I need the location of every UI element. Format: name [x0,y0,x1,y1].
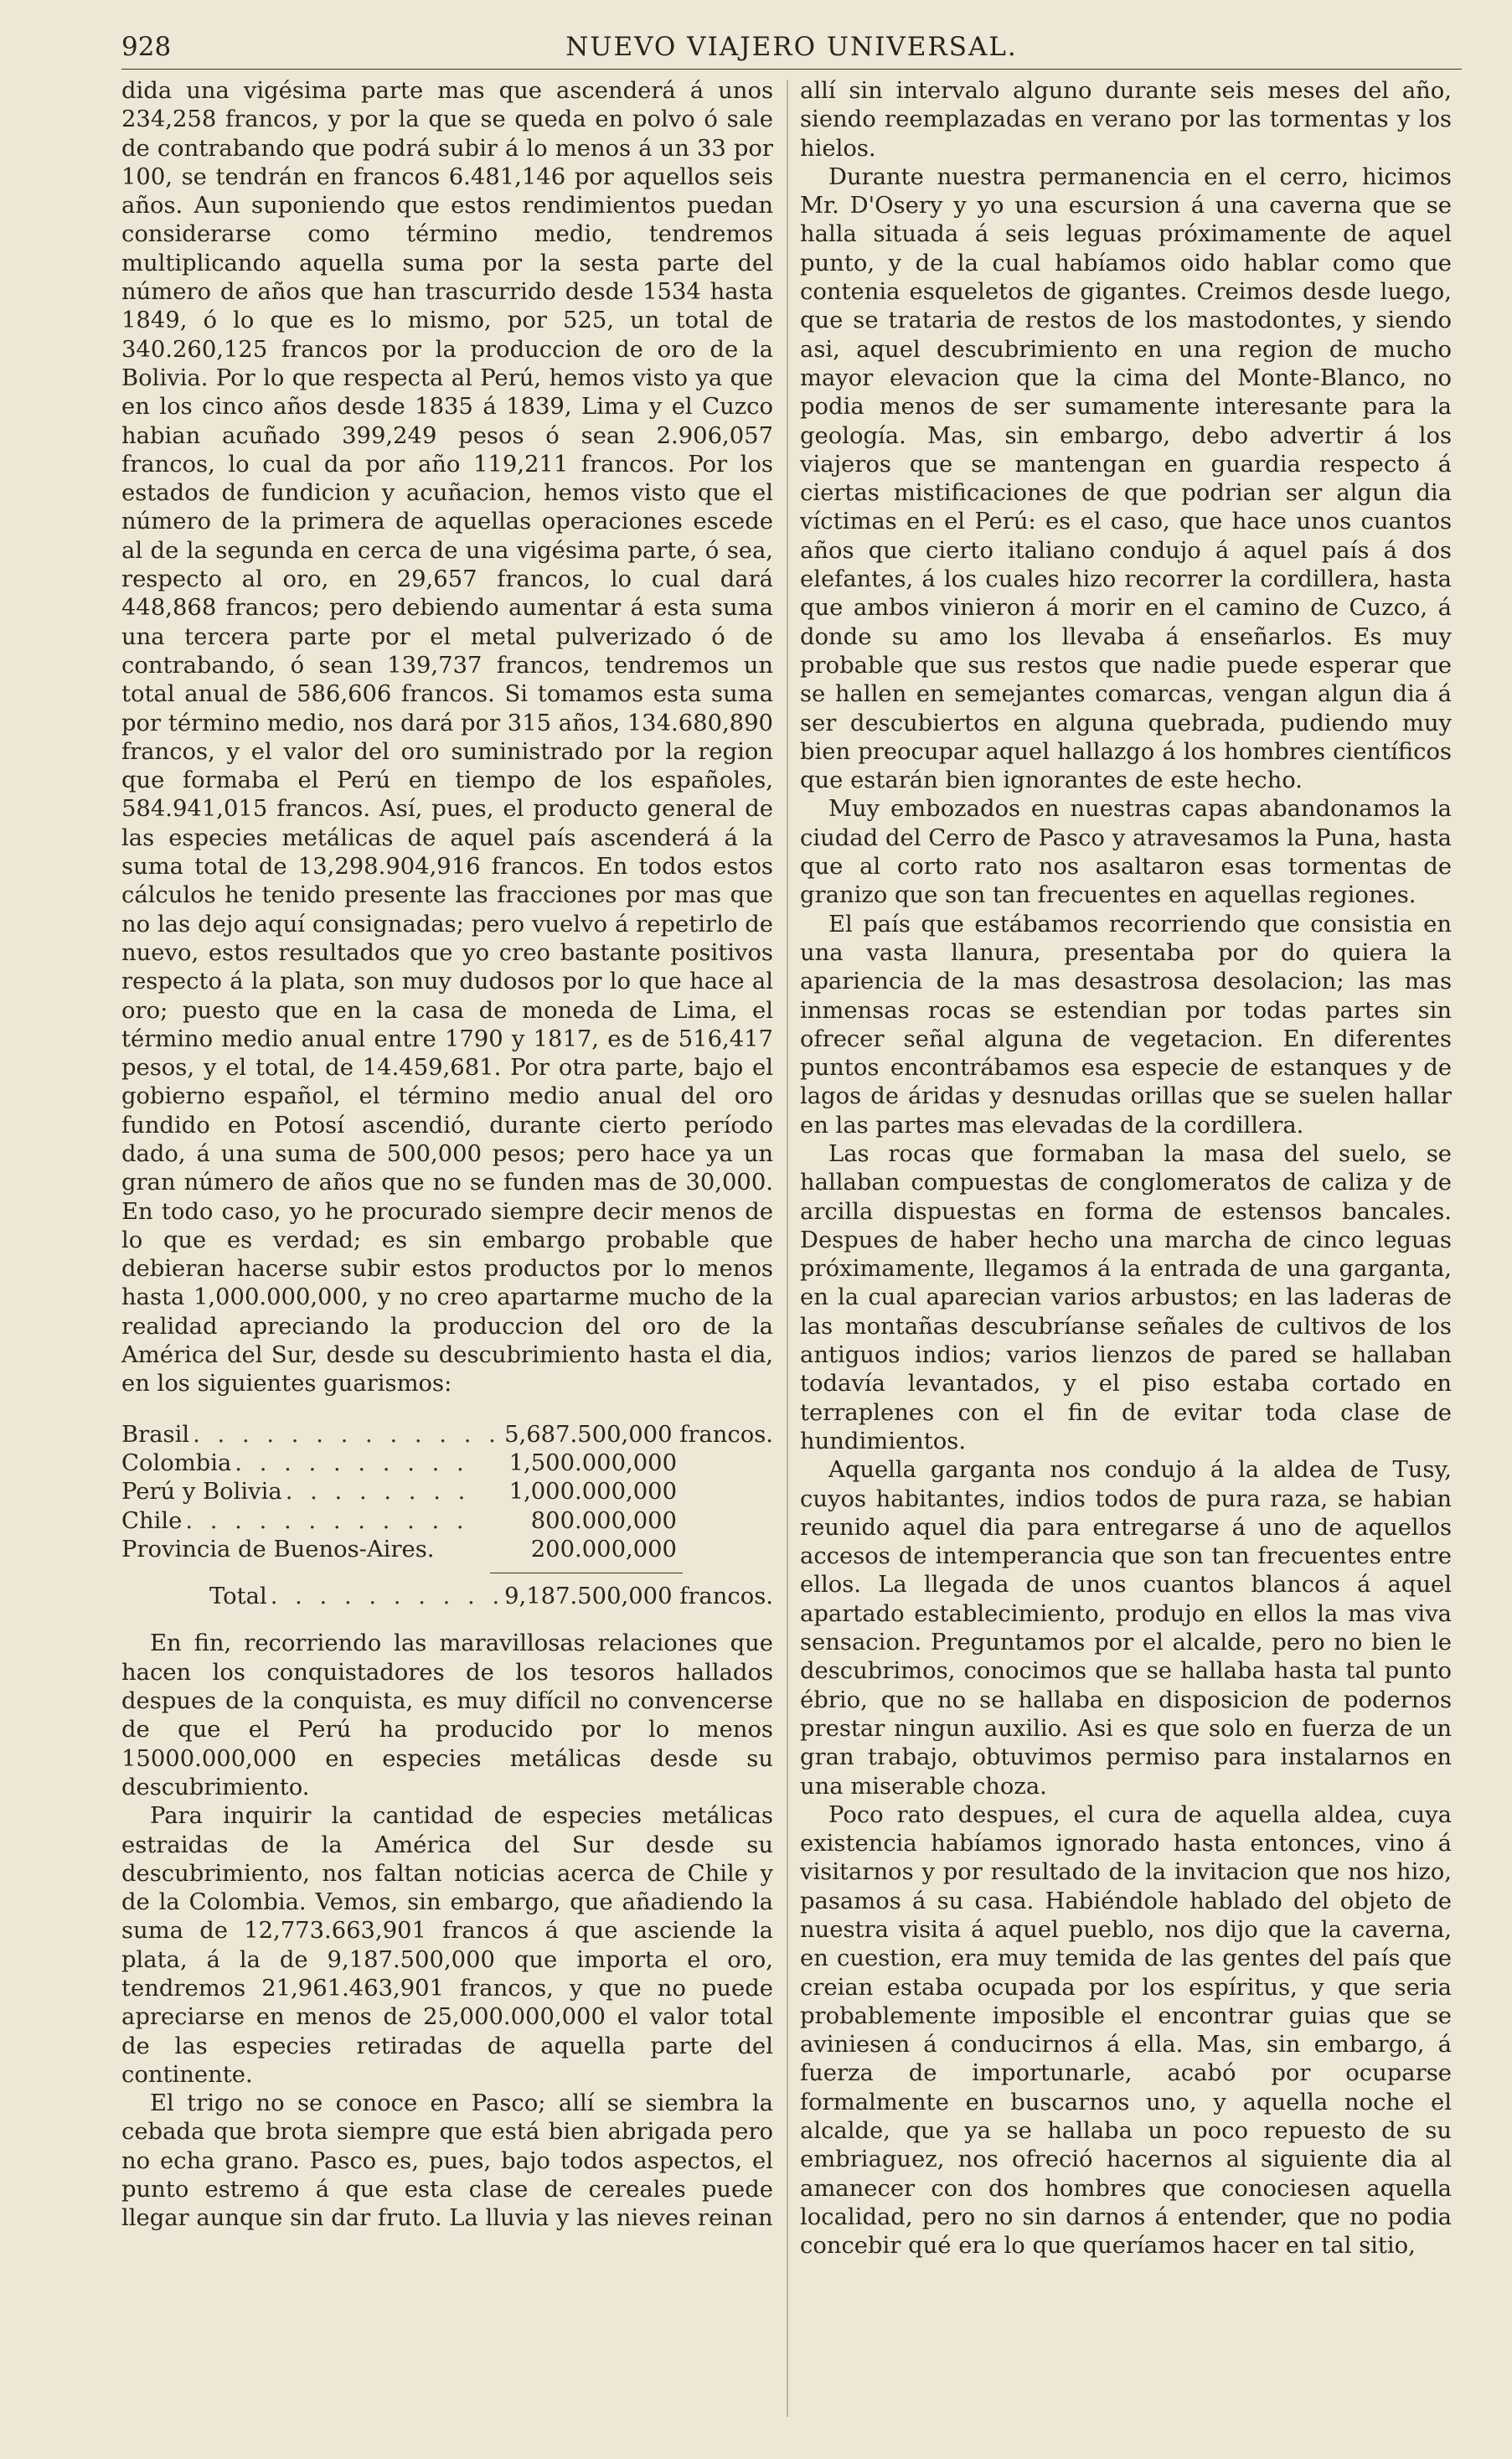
paragraph: dida una vigésima parte mas que ascenderá á unos 234,258 francos, y por la que se queda en polvo ó sale de contrabando que podrá subir á lo menos á un 33 por 100, se tendrán en francos 6.481,146 por aquellos seis años. Aun suponiendo que estos rendimientos puedan considerarse como término medio, tendremos multiplicando aquella suma por la sesta parte del número de años que han trascurrido desde 1534 hasta 1849, ó lo que es lo mismo, por 525, un total de 340.260,125 francos por la produccion de oro de la Bolivia. Por lo que respecta al Perú, hemos visto ya que en los cinco años desde 1835 á 1839, Lima y el Cuzco habian acuñado 399,249 pesos ó sean 2.906,057 francos, lo cual da por año 119,211 francos. Por los estados de fundicion y acuñacion, hemos visto que el número de la primera de aquellas operaciones escede al de la segunda en cerca de una vigésima parte, ó sea, respecto al oro, en 29,657 francos, lo cual dará 448,868 francos; pero debiendo aumentar á esta suma una tercera parte por el metal pulverizado ó de contrabando, ó sean 139,737 francos, tendremos un total anual de 586,606 francos. Si tomamos esta suma por término medio, nos dará por 315 años, 134.680,890 francos, y el valor del oro suministrado por la region que formaba el Perú en tiempo de los españoles, 584.941,015 francos. Así, pues, el producto general de las especies metálicas de aquel país ascenderá á la suma total de 13,298.904,916 francos. En todos estos cálculos he tenido presente las fracciones por mas que no las dejo aquí consignadas; pero vuelvo á repetirlo de nuevo, estos resultados que yo creo bastante positivos respecto á la plata, son muy dudosos por lo que hace al oro; puesto que en la casa de moneda de Lima, el término medio anual entre 1790 y 1817, es de 516,417 pesos, y el total, de 14.459,681. Por otra parte, bajo el gobierno español, el término medio anual del oro fundido en Potosí ascendió, durante cierto período dado, á una suma de 500,000 pesos; pero hace ya un gran número de años que no se funden mas de 30,000. En todo caso, yo he procurado siempre decir menos de lo que es verdad; es sin embargo probable que debieran hacerse subir estos productos por lo menos hasta 1,000.000,000, y no creo apartarme mucho de la realidad apreciando la produccion del oro de la América del Sur, desde su descubrimiento hasta el dia, en los siguientes guarismos: [121,78,773,1397]
paragraph: Muy embozados en nuestras capas abandonamos la ciudad del Cerro de Pasco y atravesamos la Puna, hasta que al corto rato nos asaltaron esas tormentas de granizo que son tan frecuentes en aquellas regiones. [800,796,1452,909]
table-row-value: 800.000,000 [530,1507,677,1534]
paragraph: allí sin intervalo alguno durante seis meses del año, siendo reemplazadas en verano por las tormentas y los hielos. [800,78,1452,162]
total-value: 9,187.500,000 francos. [504,1583,773,1610]
page-header [121,32,1462,70]
sum-rule [121,1564,773,1583]
right-column [800,77,1452,2261]
table-row [121,1507,773,1536]
paragraph: Las rocas que formaban la masa del suelo, se hallaban compuestas de conglomeratos de caliza y de arcilla dispuestas en forma de estensos bancales. Despues de haber hecho una marcha de cinco leguas próximamente, llegamos á la entrada de una garganta, en la cual aparecian varios arbustos; en las laderas de las montañas descubríanse señales de cultivos de los antiguos indios; varios lienzos de pared se hallaban todavía levantados, y el piso estaba cortado en terraplenes con el fin de evitar toda clase de hundimientos. [800,1140,1452,1454]
table-row [121,1421,773,1449]
leader-dots [235,1449,472,1478]
paragraph: Durante nuestra permanencia en el cerro, hicimos Mr. D'Osery y yo una escursion á una caverna que se halla situada á seis leguas próximamente de aquel punto, y de la cual habíamos oido hablar como que contenia esqueletos de gigantes. Creimos desde luego, que se trataria de restos de los mastodontes, y siendo asi, aquel descubrimiento en una region de mucho mayor elevacion que la cima del Monte-Blanco, no podia menos de ser sumamente interesante para la geología. Mas, sin embargo, debo advertir á los viajeros que se mantengan en guardia respecto á ciertas mistificaciones de que podrian ser algun dia víctimas en el Perú: es el caso, que hace unos cuantos años que cierto italiano condujo á aquel país á dos elefantes, á los cuales hizo recorrer la cordillera, hasta que ambos vinieron á morir en el camino de Cuzco, á donde su amo los llevaba á enseñarlos. Es muy probable que sus restos que nadie puede esperar que se hallen en semejantes comarcas, vengan algun dia á ser descubiertos en alguna quebrada, pudiendo muy bien preocupar aquel hallazgo á los hombres científicos que estarán bien ignorantes de este hecho. [800,163,1452,794]
table-row-label: Chile [121,1507,183,1534]
running-title: NUEVO VIAJERO UNIVERSAL. [565,32,1018,62]
table-row-value: 200.000,000 [530,1536,677,1563]
table-row-value: 1,000.000,000 [508,1479,677,1506]
leader-dots [286,1478,472,1506]
left-column [121,77,773,2234]
leader-dots [185,1507,472,1536]
leader-dots [193,1421,501,1449]
paragraph: El país que estábamos recorriendo que consistia en una vasta llanura, presentaba por do quiera la apariencia de la mas desastrosa desolacion; las mas inmensas rocas se estendian por todas partes sin ofrecer señal alguna de vegetacion. En diferentes puntos encontrábamos esa especie de estanques y de lagos de áridas y desnudas orillas que se suelen hallar en las partes mas elevadas de la cordillera. [800,911,1452,1139]
table-row [121,1478,773,1506]
table-row [121,1449,773,1478]
table-row-label: Brasil [121,1421,190,1448]
total-label: Total [209,1583,267,1610]
table-row-value: 5,687.500,000 francos. [504,1421,773,1448]
paragraph: En fin, recorriendo las maravillosas relaciones que hacen los conquistadores de los tesoros hallados despues de la conquista, es muy difícil no convencerse de que el Perú ha producido por lo menos 15000.000,000 en especies metálicas desde su descubrimiento. [121,1630,773,1800]
table-row-value: 1,500.000,000 [508,1449,677,1476]
table-total-row [121,1583,773,1611]
page-number: 928 [121,32,172,62]
paragraph: Poco rato despues, el cura de aquella aldea, cuya existencia habíamos ignorado hasta entonces, vino á visitarnos y por resultado de la invitacion que nos hizo, pasamos á su casa. Habiéndole hablado del objeto de nuestra visita á aquel pueblo, nos dijo que la caverna, en cuestion, era muy temida de las gentes del país que creian estaba ocupada por los espíritus, y que seria probablemente imposible el encontrar guias que se aviniesen á conducirnos á ella. Mas, sin embargo, á fuerza de importunarle, acabó por ocuparse formalmente en buscarnos uno, y aquella noche el alcalde, que ya se hallaba un poco repuesto de su embriaguez, nos ofreció hacernos al siguiente dia al amanecer con dos hombres que conociesen aquella localidad, pero no sin darnos á entender, que no podia concebir qué era lo que queríamos hacer en tal sitio, [800,1801,1452,2260]
column-divider [787,80,788,2417]
leader-dots [271,1583,501,1611]
paragraph: Para inquirir la cantidad de especies metálicas estraidas de la América del Sur desde su descubrimiento, nos faltan noticias acerca de Chile y de la Colombia. Vemos, sin embargo, que añadiendo la suma de 12,773.663,901 francos á que asciende la plata, á la de 9,187.500,000 que importa el oro, tendremos 21,961.463,901 francos, y que no puede apreciarse en menos de 25,000.000,000 el valor total de las especies retiradas de aquella parte del continente. [121,1803,773,2088]
paragraph: Aquella garganta nos condujo á la aldea de Tusy, cuyos habitantes, indios todos de pura raza, se habian reunido aquel dia para entregarse á uno de aquellos accesos de intemperancia que son tan frecuentes entre ellos. La llegada de unos cuantos blancos á aquel apartado establecimiento, produjo en ellos la mas viva sensacion. Preguntamos por el alcalde, pero no bien le descubrimos, conocimos que se hallaba hasta tal punto ébrio, que no se hallaba en disposicion de podernos prestar ningun auxilio. Asi es que solo en fuerza de un gran trabajo, obtuvimos permiso para instalarnos en una miserable choza. [800,1457,1452,1800]
table-row [121,1536,773,1564]
paragraphs-after-table [121,1630,773,2233]
paragraph: El trigo no se conoce en Pasco; allí se siembra la cebada que brota siempre que está bien abrigada pero no echa grano. Pasco es, pues, bajo todos aspectos, el punto estremo á que esta clase de cereales puede llegar aunque sin dar fruto. La lluvia y las nieves reinan [121,2090,773,2232]
table-row-label: Provincia de Buenos-Aires. [121,1536,435,1563]
gold-production-table [121,1421,773,1612]
table-row-label: Colombia [121,1449,232,1476]
table-row-label: Perú y Bolivia [121,1479,282,1506]
